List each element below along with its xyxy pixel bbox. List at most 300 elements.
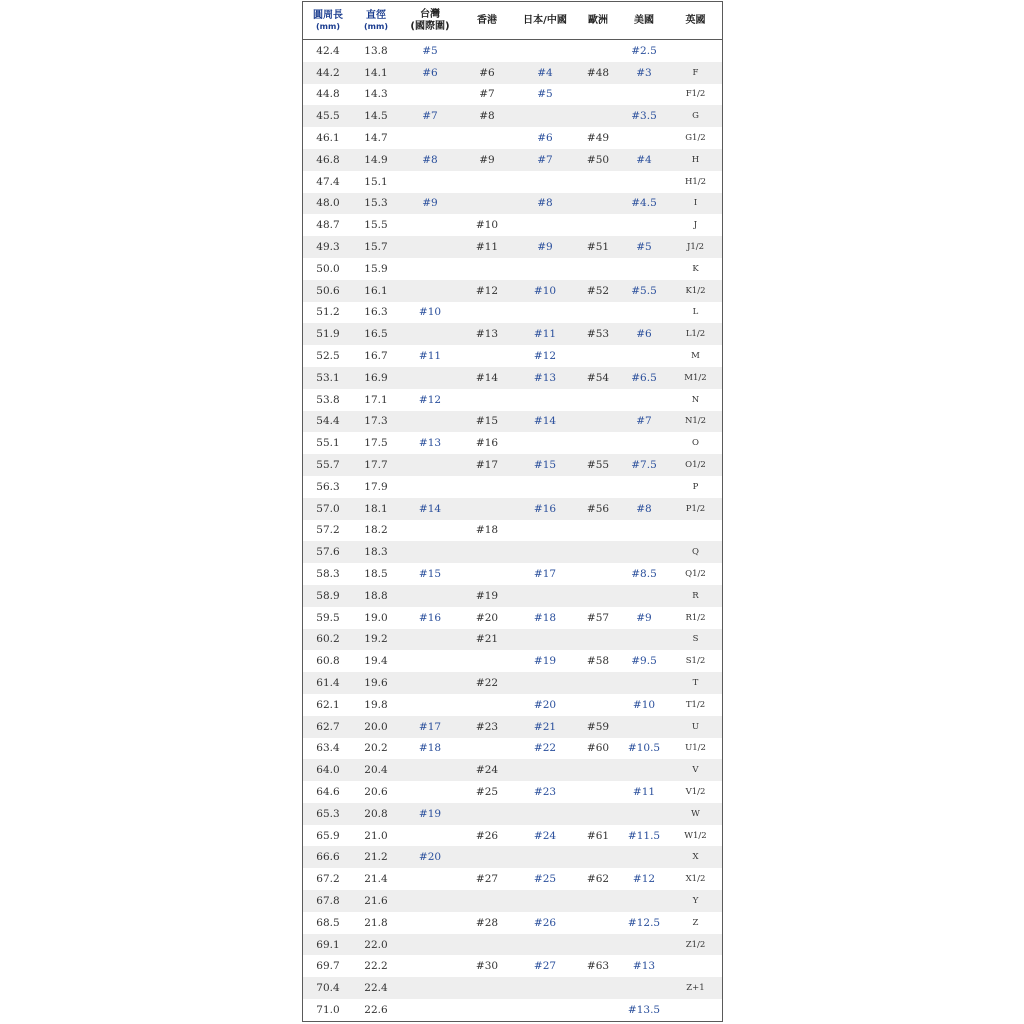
cell-japan-china: #27 <box>533 960 557 973</box>
cell-uk: Q1/2 <box>685 569 706 580</box>
cell-circumference: 60.8 <box>316 655 340 668</box>
cell-diameter: 17.9 <box>364 480 388 493</box>
cell-usa <box>619 846 669 868</box>
cell-usa <box>619 389 669 411</box>
cell-taiwan <box>399 825 461 847</box>
cell-europe: #48 <box>586 66 610 79</box>
cell-hongkong: #30 <box>475 960 499 973</box>
cell-diameter: 15.3 <box>364 197 388 210</box>
cell-uk: Y <box>692 895 699 906</box>
cell-japan-china: #11 <box>533 328 557 341</box>
cell-diameter: 21.0 <box>364 829 388 842</box>
cell-europe <box>577 759 619 781</box>
cell-taiwan <box>399 476 461 498</box>
cell-usa: #10.5 <box>627 742 661 755</box>
ring-size-table <box>302 1 723 1022</box>
table-row <box>303 934 722 956</box>
cell-hongkong <box>461 563 513 585</box>
header-uk: 英國 <box>685 14 706 26</box>
cell-taiwan: #17 <box>418 720 442 733</box>
cell-japan-china: #7 <box>537 153 553 166</box>
cell-usa <box>619 934 669 956</box>
cell-europe <box>577 803 619 825</box>
cell-uk: M <box>691 351 700 362</box>
cell-taiwan: #18 <box>418 742 442 755</box>
cell-europe: #52 <box>586 284 610 297</box>
cell-japan-china <box>513 977 577 999</box>
cell-europe <box>577 345 619 367</box>
cell-japan-china: #9 <box>537 241 553 254</box>
table-row <box>303 323 722 345</box>
cell-hongkong <box>461 541 513 563</box>
cell-japan-china: #5 <box>537 88 553 101</box>
table-row <box>303 868 722 890</box>
cell-europe <box>577 912 619 934</box>
cell-circumference: 53.1 <box>316 371 340 384</box>
cell-usa: #3.5 <box>631 110 657 123</box>
cell-circumference: 51.2 <box>316 306 340 319</box>
cell-japan-china <box>513 541 577 563</box>
cell-japan-china <box>513 759 577 781</box>
cell-diameter: 18.2 <box>364 524 388 537</box>
cell-circumference: 56.3 <box>316 480 340 493</box>
cell-taiwan <box>399 890 461 912</box>
table-row <box>303 280 722 302</box>
cell-taiwan: #12 <box>418 393 442 406</box>
table-row <box>303 171 722 193</box>
cell-hongkong: #27 <box>475 873 499 886</box>
table-row <box>303 411 722 433</box>
cell-europe <box>577 302 619 324</box>
cell-europe <box>577 977 619 999</box>
cell-uk: G <box>692 111 699 122</box>
cell-circumference: 65.3 <box>316 807 340 820</box>
cell-uk: Z1/2 <box>685 939 706 950</box>
cell-europe: #59 <box>586 720 610 733</box>
cell-circumference: 52.5 <box>316 350 340 363</box>
cell-diameter: 15.9 <box>364 262 388 275</box>
cell-taiwan: #11 <box>418 350 442 363</box>
cell-circumference: 64.6 <box>316 785 340 798</box>
cell-hongkong: #26 <box>475 829 499 842</box>
cell-taiwan <box>399 323 461 345</box>
cell-europe <box>577 193 619 215</box>
cell-hongkong: #7 <box>479 88 495 101</box>
cell-japan-china <box>513 214 577 236</box>
table-row <box>303 193 722 215</box>
header-usa: 美國 <box>634 14 654 26</box>
cell-diameter: 22.6 <box>364 1003 388 1016</box>
cell-diameter: 15.1 <box>364 175 388 188</box>
table-row <box>303 345 722 367</box>
cell-uk: U <box>691 721 700 732</box>
cell-taiwan: #9 <box>422 197 438 210</box>
cell-circumference: 71.0 <box>316 1003 340 1016</box>
table-row <box>303 476 722 498</box>
cell-europe <box>577 781 619 803</box>
cell-usa: #8 <box>636 502 652 515</box>
table-row <box>303 520 722 542</box>
cell-hongkong: #25 <box>475 785 499 798</box>
cell-circumference: 69.1 <box>316 938 340 951</box>
table-row <box>303 40 722 62</box>
cell-japan-china: #14 <box>533 415 557 428</box>
cell-circumference: 55.7 <box>316 459 340 472</box>
cell-usa: #12.5 <box>627 916 661 929</box>
cell-taiwan <box>399 411 461 433</box>
cell-hongkong <box>461 476 513 498</box>
cell-usa: #5 <box>636 241 652 254</box>
cell-japan-china <box>513 999 577 1021</box>
cell-japan-china <box>513 476 577 498</box>
cell-uk: H <box>691 154 700 165</box>
table-row <box>303 498 722 520</box>
cell-hongkong <box>461 999 513 1021</box>
cell-uk: V1/2 <box>685 786 706 797</box>
table-row <box>303 585 722 607</box>
cell-usa <box>619 258 669 280</box>
cell-usa <box>619 585 669 607</box>
cell-uk: K <box>692 263 699 274</box>
cell-usa: #5.5 <box>631 284 657 297</box>
cell-diameter: 19.0 <box>364 611 388 624</box>
cell-europe: #49 <box>586 132 610 145</box>
cell-circumference: 50.0 <box>316 262 340 275</box>
table-row <box>303 563 722 585</box>
cell-diameter: 22.2 <box>364 960 388 973</box>
cell-circumference: 58.3 <box>316 568 340 581</box>
cell-taiwan <box>399 541 461 563</box>
cell-europe <box>577 476 619 498</box>
cell-japan-china: #17 <box>533 568 557 581</box>
cell-taiwan <box>399 520 461 542</box>
header-diameter: 直徑 (mm) <box>364 9 388 31</box>
cell-diameter: 14.5 <box>364 110 388 123</box>
cell-diameter: 14.9 <box>364 153 388 166</box>
cell-circumference: 48.0 <box>316 197 340 210</box>
cell-diameter: 14.1 <box>364 66 388 79</box>
cell-europe <box>577 541 619 563</box>
cell-diameter: 16.1 <box>364 284 388 297</box>
cell-usa <box>619 629 669 651</box>
cell-hongkong <box>461 977 513 999</box>
cell-taiwan <box>399 672 461 694</box>
table-row <box>303 781 722 803</box>
table-row <box>303 955 722 977</box>
cell-uk <box>669 955 722 977</box>
cell-circumference: 55.1 <box>316 437 340 450</box>
cell-circumference: 65.9 <box>316 829 340 842</box>
cell-europe <box>577 84 619 106</box>
cell-uk: R1/2 <box>685 612 706 623</box>
cell-circumference: 70.4 <box>316 982 340 995</box>
cell-diameter: 22.0 <box>364 938 388 951</box>
table-row <box>303 432 722 454</box>
table-row <box>303 105 722 127</box>
cell-europe <box>577 694 619 716</box>
cell-usa: #3 <box>636 66 652 79</box>
table-row <box>303 825 722 847</box>
cell-taiwan <box>399 280 461 302</box>
table-row <box>303 62 722 84</box>
cell-taiwan <box>399 236 461 258</box>
cell-japan-china <box>513 629 577 651</box>
cell-hongkong <box>461 302 513 324</box>
cell-hongkong <box>461 127 513 149</box>
cell-uk: F1/2 <box>685 89 706 100</box>
cell-hongkong <box>461 498 513 520</box>
header-europe: 歐洲 <box>588 14 608 26</box>
cell-taiwan: #15 <box>418 568 442 581</box>
table-row <box>303 890 722 912</box>
cell-japan-china: #12 <box>533 350 557 363</box>
cell-uk: U1/2 <box>685 743 706 754</box>
cell-uk: O1/2 <box>685 460 706 471</box>
cell-japan-china: #19 <box>533 655 557 668</box>
cell-usa: #4 <box>636 153 652 166</box>
cell-circumference: 45.5 <box>316 110 340 123</box>
cell-taiwan <box>399 127 461 149</box>
cell-japan-china: #23 <box>533 785 557 798</box>
cell-usa <box>619 171 669 193</box>
cell-usa <box>619 890 669 912</box>
table-row <box>303 759 722 781</box>
cell-europe <box>577 934 619 956</box>
cell-hongkong: #14 <box>475 371 499 384</box>
cell-europe: #63 <box>586 960 610 973</box>
cell-diameter: 17.5 <box>364 437 388 450</box>
cell-europe <box>577 432 619 454</box>
cell-diameter: 20.6 <box>364 785 388 798</box>
cell-taiwan <box>399 454 461 476</box>
cell-japan-china <box>513 171 577 193</box>
cell-hongkong: #11 <box>475 241 499 254</box>
cell-hongkong: #12 <box>475 284 499 297</box>
cell-hongkong: #21 <box>475 633 499 646</box>
cell-circumference: 66.6 <box>316 851 340 864</box>
table-row <box>303 84 722 106</box>
cell-diameter: 20.0 <box>364 720 388 733</box>
cell-uk <box>669 40 722 62</box>
cell-hongkong: #18 <box>475 524 499 537</box>
table-row <box>303 258 722 280</box>
cell-japan-china: #13 <box>533 371 557 384</box>
cell-hongkong: #9 <box>479 153 495 166</box>
cell-uk: H1/2 <box>684 176 707 187</box>
cell-japan-china <box>513 302 577 324</box>
cell-taiwan: #7 <box>422 110 438 123</box>
cell-circumference: 63.4 <box>316 742 340 755</box>
cell-europe: #61 <box>586 829 610 842</box>
cell-japan-china: #24 <box>533 829 557 842</box>
cell-diameter: 17.3 <box>364 415 388 428</box>
cell-circumference: 44.8 <box>316 88 340 101</box>
cell-circumference: 58.9 <box>316 589 340 602</box>
cell-japan-china <box>513 803 577 825</box>
cell-japan-china <box>513 585 577 607</box>
cell-circumference: 59.5 <box>316 611 340 624</box>
cell-circumference: 69.7 <box>316 960 340 973</box>
cell-japan-china <box>513 432 577 454</box>
cell-uk: S1/2 <box>685 656 706 667</box>
cell-hongkong <box>461 345 513 367</box>
cell-uk <box>669 999 722 1021</box>
cell-usa: #6.5 <box>631 371 657 384</box>
cell-taiwan <box>399 214 461 236</box>
cell-uk: L <box>692 307 699 318</box>
cell-hongkong <box>461 890 513 912</box>
cell-circumference: 48.7 <box>316 219 340 232</box>
cell-diameter: 16.7 <box>364 350 388 363</box>
cell-taiwan: #19 <box>418 807 442 820</box>
cell-hongkong: #17 <box>475 459 499 472</box>
cell-uk: M1/2 <box>684 372 707 383</box>
cell-uk: Q <box>692 547 699 558</box>
cell-usa: #9 <box>636 611 652 624</box>
cell-diameter: 18.3 <box>364 546 388 559</box>
cell-hongkong: #15 <box>475 415 499 428</box>
table-row <box>303 694 722 716</box>
cell-hongkong: #24 <box>475 764 499 777</box>
cell-europe <box>577 999 619 1021</box>
cell-circumference: 57.2 <box>316 524 340 537</box>
cell-europe: #51 <box>586 241 610 254</box>
cell-hongkong: #6 <box>479 66 495 79</box>
table-row <box>303 541 722 563</box>
cell-diameter: 18.8 <box>364 589 388 602</box>
cell-uk: N <box>691 394 700 405</box>
cell-usa: #7.5 <box>631 459 657 472</box>
cell-diameter: 16.3 <box>364 306 388 319</box>
cell-circumference: 68.5 <box>316 916 340 929</box>
cell-usa <box>619 432 669 454</box>
cell-hongkong: #22 <box>475 677 499 689</box>
cell-usa: #6 <box>636 328 652 341</box>
cell-uk: R <box>692 590 699 601</box>
cell-hongkong <box>461 934 513 956</box>
header-japan-china: 日本/中國 <box>523 14 567 26</box>
cell-diameter: 21.6 <box>364 894 388 907</box>
cell-usa: #4.5 <box>631 197 657 210</box>
cell-uk: P1/2 <box>685 503 706 514</box>
cell-diameter: 18.1 <box>364 502 388 515</box>
cell-usa <box>619 977 669 999</box>
cell-hongkong <box>461 389 513 411</box>
cell-usa <box>619 214 669 236</box>
cell-usa <box>619 302 669 324</box>
cell-europe: #50 <box>586 153 610 166</box>
cell-diameter: 14.7 <box>364 132 388 145</box>
cell-japan-china: #16 <box>533 502 557 515</box>
cell-usa <box>619 84 669 106</box>
cell-diameter: 21.8 <box>364 916 388 929</box>
cell-hongkong <box>461 258 513 280</box>
table-row <box>303 672 722 694</box>
cell-europe <box>577 40 619 62</box>
cell-uk: W <box>691 808 700 819</box>
cell-taiwan <box>399 650 461 672</box>
cell-usa <box>619 803 669 825</box>
cell-japan-china: #4 <box>537 66 553 79</box>
cell-uk: P <box>692 481 699 492</box>
cell-circumference: 44.2 <box>316 66 340 79</box>
cell-japan-china <box>513 520 577 542</box>
cell-japan-china <box>513 846 577 868</box>
cell-uk: G1/2 <box>685 133 706 144</box>
cell-japan-china <box>513 105 577 127</box>
cell-uk: Z <box>692 917 699 928</box>
cell-usa <box>619 520 669 542</box>
cell-diameter: 19.2 <box>364 633 388 646</box>
cell-hongkong <box>461 193 513 215</box>
cell-uk: F <box>692 67 699 78</box>
cell-hongkong: #20 <box>475 611 499 624</box>
cell-uk: J <box>693 220 698 231</box>
cell-uk: V <box>692 765 699 776</box>
cell-usa <box>619 127 669 149</box>
cell-usa: #12 <box>632 873 656 886</box>
cell-japan-china <box>513 934 577 956</box>
cell-europe <box>577 890 619 912</box>
table-row <box>303 999 722 1021</box>
cell-usa <box>619 541 669 563</box>
cell-europe <box>577 563 619 585</box>
cell-hongkong <box>461 738 513 760</box>
cell-diameter: 17.7 <box>364 459 388 472</box>
cell-uk: T1/2 <box>685 699 706 710</box>
cell-circumference: 61.4 <box>316 677 340 689</box>
cell-uk: J1/2 <box>686 242 705 253</box>
cell-taiwan: #5 <box>422 44 438 57</box>
cell-diameter: 21.4 <box>364 873 388 886</box>
cell-circumference: 50.6 <box>316 284 340 297</box>
cell-japan-china: #21 <box>533 720 557 733</box>
cell-circumference: 51.9 <box>316 328 340 341</box>
cell-circumference: 67.2 <box>316 873 340 886</box>
cell-taiwan <box>399 955 461 977</box>
table-row <box>303 302 722 324</box>
cell-taiwan: #8 <box>422 153 438 166</box>
cell-taiwan: #14 <box>418 502 442 515</box>
cell-diameter: 13.8 <box>364 44 388 57</box>
cell-japan-china: #10 <box>533 284 557 297</box>
table-row <box>303 738 722 760</box>
cell-usa: #10 <box>632 698 656 711</box>
cell-uk: X1/2 <box>685 874 706 885</box>
cell-taiwan <box>399 781 461 803</box>
cell-usa <box>619 345 669 367</box>
cell-japan-china: #15 <box>533 459 557 472</box>
cell-europe <box>577 258 619 280</box>
table-row <box>303 454 722 476</box>
table-row <box>303 149 722 171</box>
cell-japan-china <box>513 40 577 62</box>
cell-taiwan: #20 <box>418 851 442 864</box>
cell-japan-china: #25 <box>533 873 557 886</box>
cell-uk: W1/2 <box>684 830 707 841</box>
cell-usa <box>619 759 669 781</box>
cell-uk: X <box>692 852 699 863</box>
cell-uk: L1/2 <box>685 329 706 340</box>
cell-japan-china <box>513 890 577 912</box>
cell-hongkong <box>461 803 513 825</box>
cell-europe <box>577 846 619 868</box>
table-row <box>303 716 722 738</box>
cell-japan-china <box>513 258 577 280</box>
cell-circumference: 67.8 <box>316 894 340 907</box>
cell-usa: #9.5 <box>631 655 657 668</box>
cell-uk: T <box>692 678 699 688</box>
